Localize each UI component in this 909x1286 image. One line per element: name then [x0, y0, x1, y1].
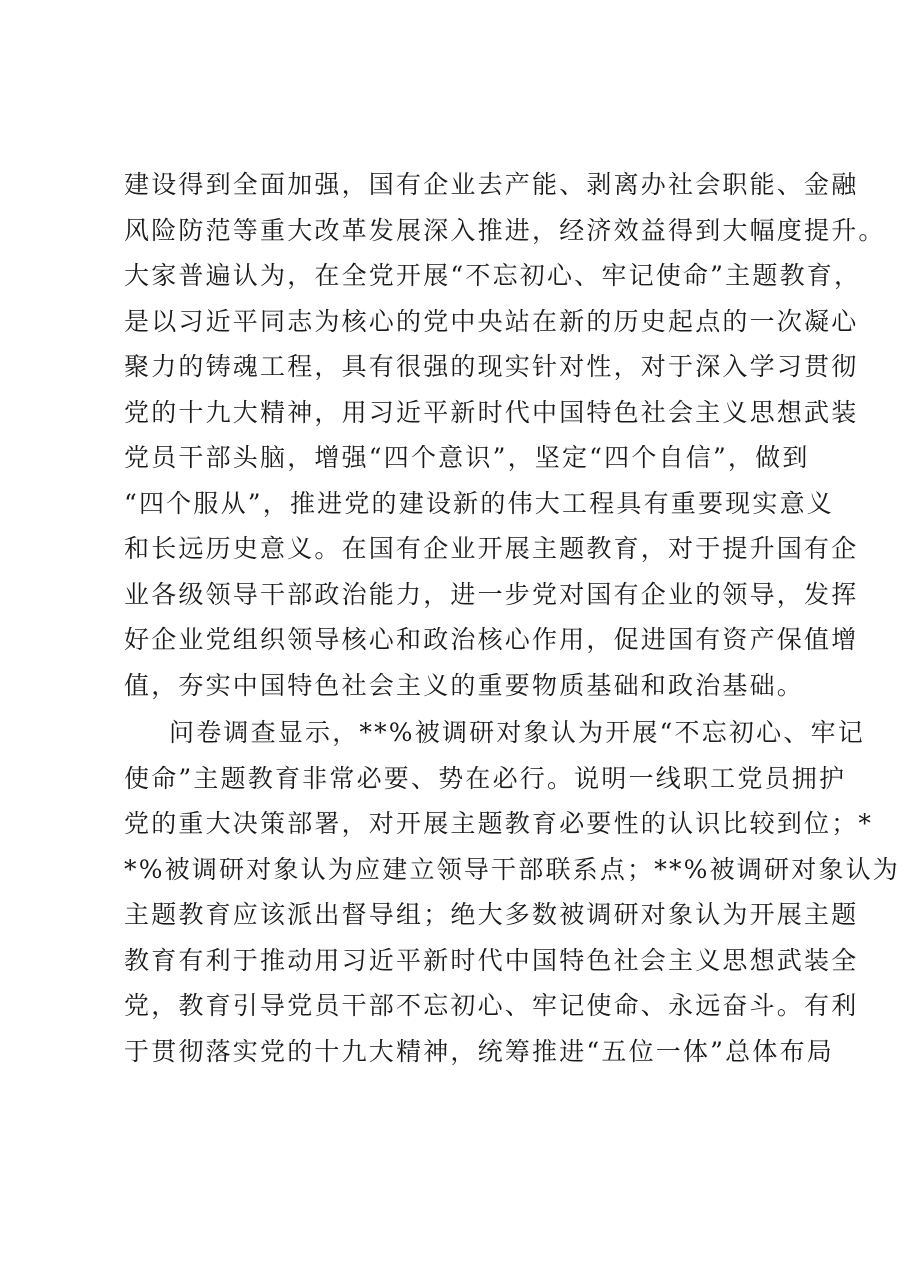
text-line: 使命”主题教育非常必要、势在必行。说明一线职工党员拥护 [124, 763, 847, 793]
paragraph-1 [124, 162, 886, 708]
text-line: 主题教育应该派出督导组；绝大多数被调研对象认为开展主题 [124, 900, 859, 929]
text-line: 党的十九大精神，用习近平新时代中国特色社会主义思想武装 [124, 397, 859, 427]
text-line: 党，教育引导党员干部不忘初心、牢记使命、永远奋斗。有利 [124, 991, 859, 1020]
text-line: 教育有利于推动用习近平新时代中国特色社会主义思想武装全 [124, 945, 859, 975]
text-line: “四个服从”，推进党的建设新的伟大工程具有重要现实意义 [124, 488, 834, 518]
text-line: 党的重大决策部署，对开展主题教育必要性的认识比较到位；* [124, 809, 874, 838]
text-line: 聚力的铸魂工程，具有很强的现实针对性，对于深入学习贯彻 [124, 352, 859, 381]
text-line: 值，夯实中国特色社会主义的重要物质基础和政治基础。 [124, 670, 805, 700]
text-line: 问卷调查显示，**%被调研对象认为开展“不忘初心、牢记 [169, 718, 865, 747]
text-line: 大家普遍认为，在全党开展“不忘初心、牢记使命”主题教育， [124, 261, 862, 290]
text-line: 是以习近平同志为核心的党中央站在新的历史起点的一次凝心 [124, 306, 859, 336]
text-line: 建设得到全面加强，国有企业去产能、剥离办社会职能、金融 [124, 170, 859, 199]
paragraph-2 [124, 710, 901, 1074]
text-line: 党员干部头脑，增强“四个意识”，坚定“四个自信”，做到 [124, 443, 810, 472]
text-line: 业各级领导干部政治能力，进一步党对国有企业的领导，发挥 [124, 579, 859, 609]
text-line: 风险防范等重大改革发展深入推进，经济效益得到大幅度提升。 [124, 215, 886, 245]
text-line: 好企业党组织领导核心和政治核心作用，促进国有资产保值增 [124, 625, 859, 654]
text-line: *%被调研对象认为应建立领导干部联系点；**%被调研对象认为 [124, 854, 901, 884]
body-text [124, 162, 901, 1074]
text-line: 于贯彻落实党的十九大精神，统筹推进“五位一体”总体布局 [124, 1036, 834, 1066]
text-line: 和长远历史意义。在国有企业开展主题教育，对于提升国有企 [124, 534, 859, 563]
